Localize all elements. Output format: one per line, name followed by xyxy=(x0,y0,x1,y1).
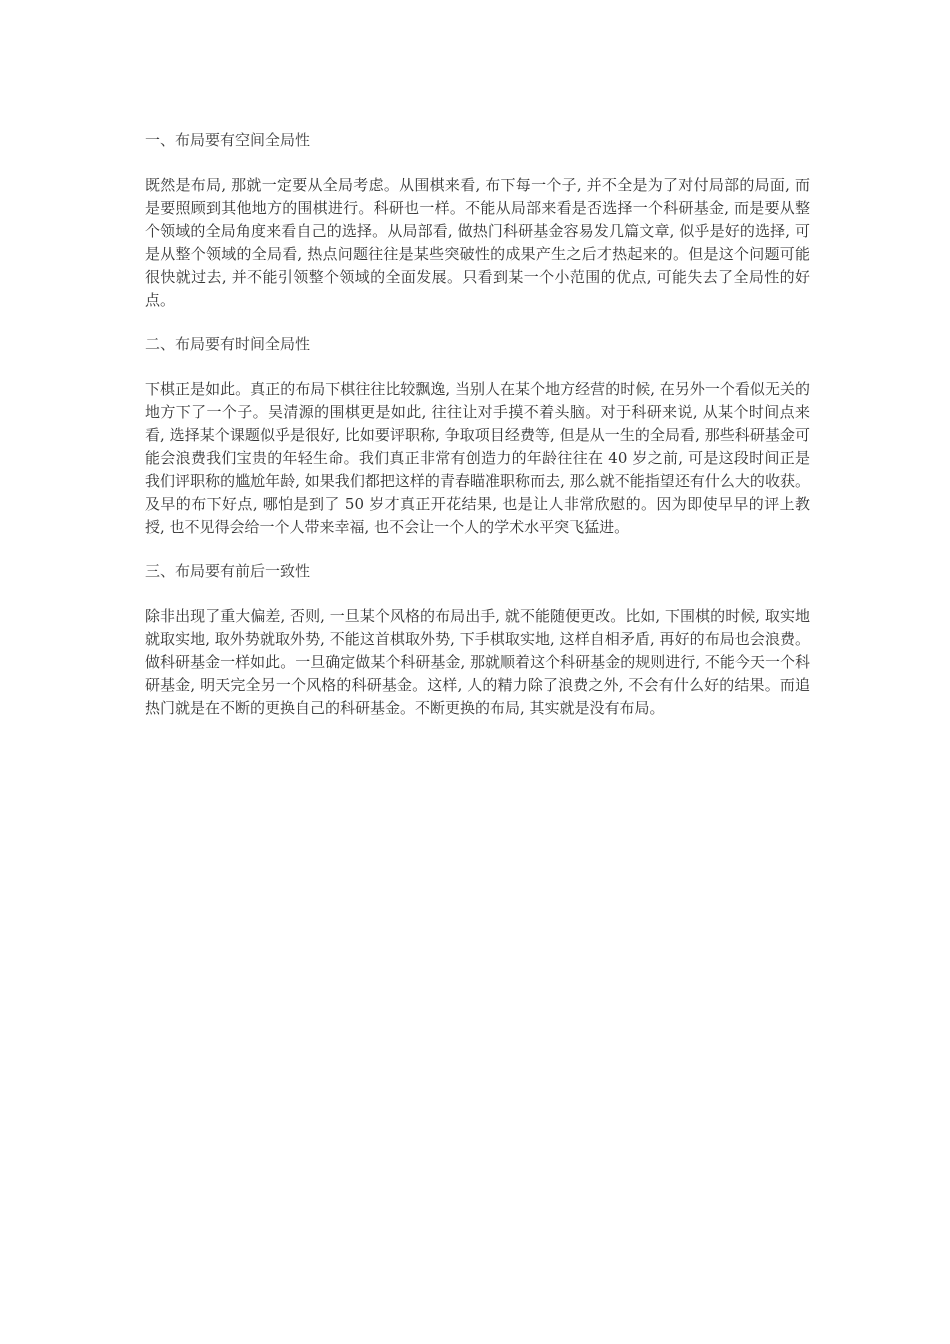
section-heading: 一、布局要有空间全局性 xyxy=(145,131,311,149)
section-temporal-globality xyxy=(145,332,810,539)
document-page xyxy=(145,128,810,740)
section-paragraph: 下棋正是如此。真正的布局下棋往往比较飘逸, 当别人在某个地方经营的时候, 在另外一个看似无关的地方下了一个子。吴清源的围棋更是如此, 往往让对手摸不着头脑。对于科研来说, 从某个时间点来看, 选择某个课题似乎是很好, 比如要评职称, 争取项目经费等, 但是从一生的全局看, 那些科研基金可能会浪费我们宝贵的年轻生命。我们真正非常有创造力的年龄往往在 40 岁之前, 可是这段时间正是我们评职称的尴尬年龄, 如果我们都把这样的青春瞄准职称而去, 那么就不能指望还有什么大的收获。及早的布下好点, 哪怕是到了 50 岁才真正开花结果, 也是让人非常欣慰的。因为即使早早的评上教授, 也不见得会给一个人带来幸福, 也不会让一个人的学术水平突飞猛进。 xyxy=(145,380,810,536)
section-heading: 二、布局要有时间全局性 xyxy=(145,335,311,353)
section-spatial-globality xyxy=(145,128,810,312)
section-consistency xyxy=(145,559,810,720)
section-heading: 三、布局要有前后一致性 xyxy=(145,562,311,580)
section-paragraph: 除非出现了重大偏差, 否则, 一旦某个风格的布局出手, 就不能随便更改。比如, 下围棋的时候, 取实地就取实地, 取外势就取外势, 不能这首棋取外势, 下手棋取实地, 这样自相矛盾, 再好的布局也会浪费。做科研基金一样如此。一旦确定做某个科研基金, 那就顺着这个科研基金的规则进行, 不能今天一个科研基金, 明天完全另一个风格的科研基金。这样, 人的精力除了浪费之外, 不会有什么好的结果。而追热门就是在不断的更换自己的科研基金。不断更换的布局, 其实就是没有布局。 xyxy=(145,607,810,717)
section-paragraph: 既然是布局, 那就一定要从全局考虑。从围棋来看, 布下每一个子, 并不全是为了对付局部的局面, 而是要照顾到其他地方的围棋进行。科研也一样。不能从局部来看是否选择一个科研基金, 而是要从整个领域的全局角度来看自己的选择。从局部看, 做热门科研基金容易发几篇文章, 似乎是好的选择, 可是从整个领域的全局看, 热点问题往往是某些突破性的成果产生之后才热起来的。但是这个问题可能很快就过去, 并不能引领整个领域的全面发展。只看到某一个小范围的优点, 可能失去了全局性的好点。 xyxy=(145,176,810,309)
